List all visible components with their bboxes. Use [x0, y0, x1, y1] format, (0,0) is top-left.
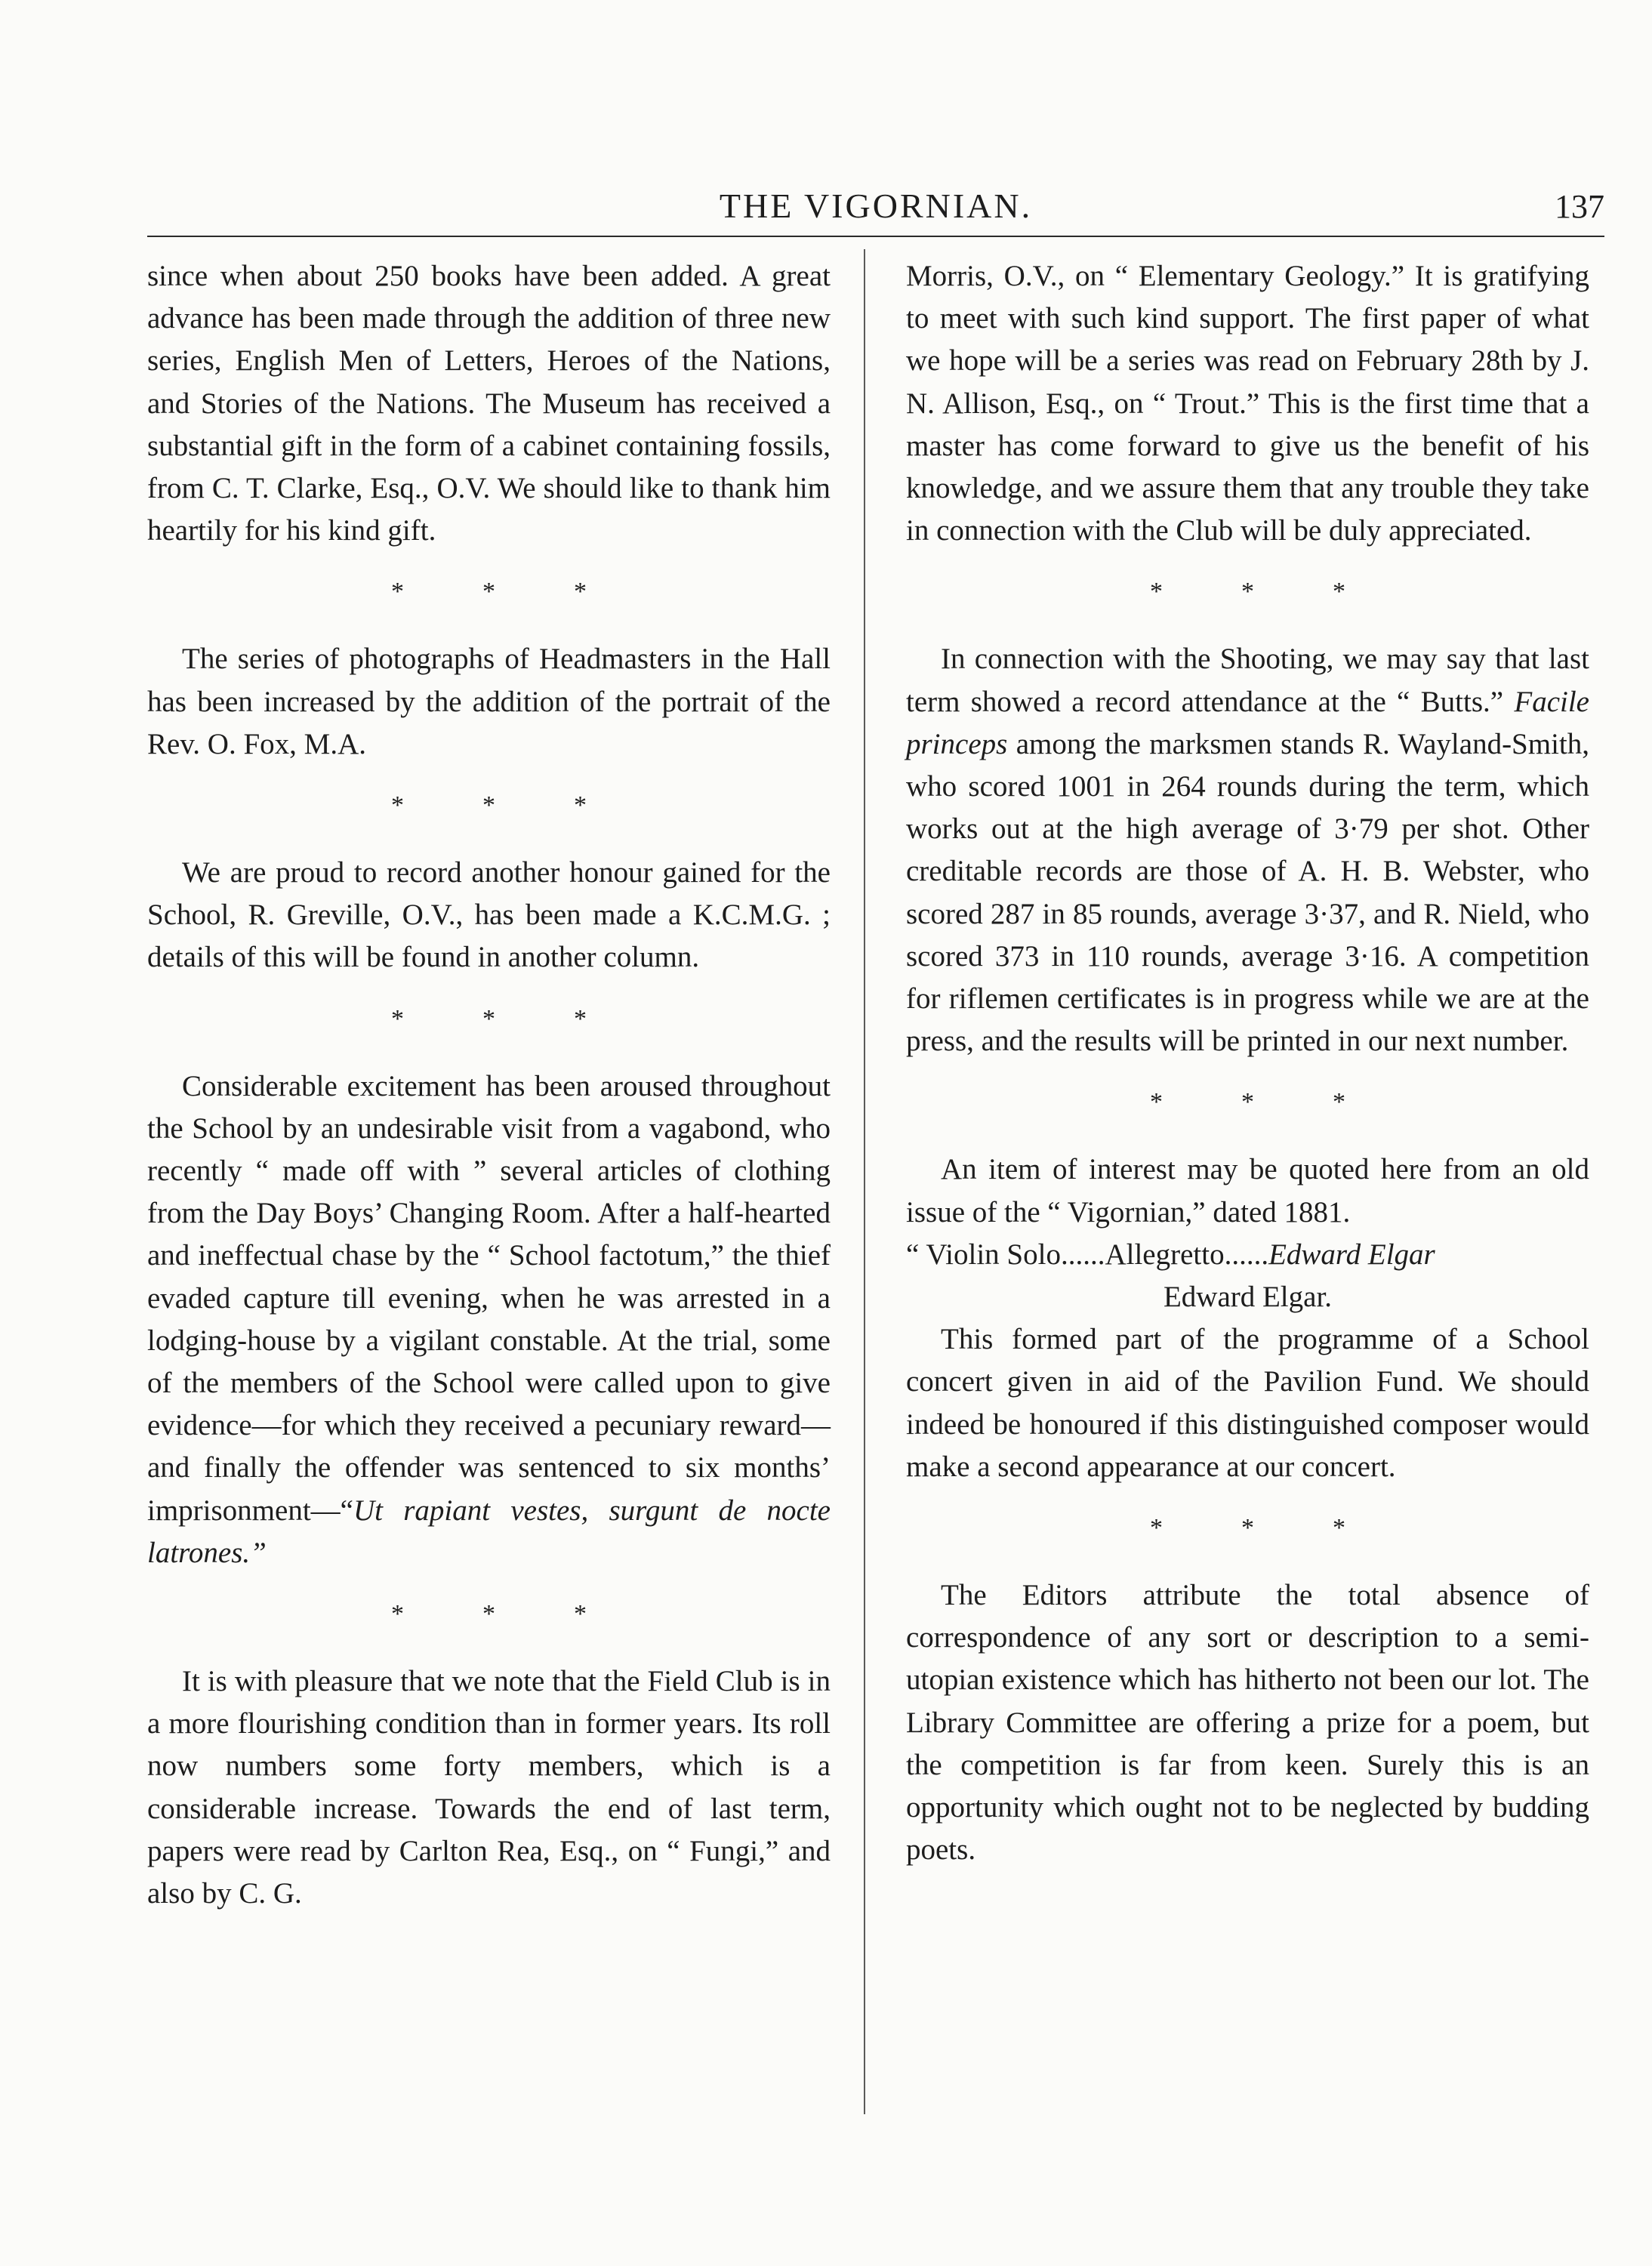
paragraph: Morris, O.V., on “ Elementary Geology.” It is gratifying to meet with such kind support. The first paper of what we hope will be a series was read on February 28th by J. N. Allison, Esq., on “ Trout.” This is the first time that a master has come forward to give us the benefit of his knowledge, and we assure them that any trouble they take in connection with the Club will be duly appreciated. [906, 260, 1589, 547]
page-number: 137 [1555, 188, 1604, 225]
paragraph: The series of photographs of Headmasters in the Hall has been increased by the addition of the portrait of the Rev. O. Fox, M.A. [147, 643, 831, 760]
programme-composer: Edward Elgar [1268, 1238, 1435, 1271]
programme-signature: Edward Elgar. [1163, 1281, 1333, 1314]
section-separator: * * * [391, 1600, 626, 1629]
section-separator: * * * [1150, 1514, 1385, 1543]
paragraph: The Editors attribute the total absence of correspondence of any sort or description to a semi-utopian existence which has hitherto not been our lot. The Library Committee are offering a prize for a poem, but the competition is far from keen. Surely this is an opportunity which ought not to be neglected by budding poets. [906, 1579, 1589, 1867]
paragraph-text: Considerable excitement has been aroused throughout the School by an undesirable visit from a vagabond, who recently “ made off with ” several articles of clothing from the Day Boys’ Changing Room. After a half-hearted and ineffectual chase by the “ School factotum,” the thief evaded capture till evening, when he was arrested in a lodging-house by a vigilant constable. At the trial, some of the members of the School were called upon to give evidence—for which they received a pecuniary reward—and finally the offender was sentenced to six months’ imprisonment—“ [147, 1069, 831, 1527]
paragraph: We are proud to record another honour gained for the School, R. Greville, O.V., has been made a K.C.M.G. ; details of this will be found in another column. [147, 856, 831, 974]
page-header [147, 186, 1604, 233]
section-separator: * * * [1150, 578, 1385, 606]
paragraph: This formed part of the programme of a School concert given in aid of the Pavilion Fund. We should indeed be honoured if this distinguished composer would make a second appearance at our concert. [906, 1323, 1589, 1483]
programme-entry [906, 1234, 1589, 1276]
left-column [147, 255, 831, 1915]
section-separator: * * * [391, 578, 626, 606]
section-separator: * * * [391, 791, 626, 820]
section-separator: * * * [1150, 1088, 1385, 1117]
right-column [906, 255, 1589, 1872]
header-rule [147, 236, 1604, 237]
paragraph-text: among the marksmen stands R. Wayland-Smith, who scored 1001 in 264 rounds during the term, which works out at the high average of 3·79 per shot. Other creditable records are those of A. H. B. Webster, who scored 287 in 85 rounds, average 3·37, and R. Nield, who scored 373 in 110 rounds, average 3·16. A competition for riflemen certificates is in progress while we are at the press, and the results will be printed in our next number. [906, 727, 1589, 1058]
section-separator: * * * [391, 1004, 626, 1033]
paragraph: An item of interest may be quoted here from an old issue of the “ Vigornian,” dated 1881. [906, 1153, 1589, 1229]
page-title: THE VIGORNIAN. [719, 187, 1033, 225]
latin-phrase: Facile princeps [906, 685, 1589, 760]
paragraph [147, 1065, 831, 1574]
paragraph-text: In connection with the Shooting, we may say that last term showed a record attendance at the “ Butts.” [906, 643, 1589, 718]
paragraph: since when about 250 books have been added. A great advance has been made through the addition of three new series, English Men of Letters, Heroes of the Nations, and Stories of the Nations. The Museum has received a substantial gift in the form of a cabinet containing fossils, from C. T. Clarke, Esq., O.V. We should like to thank him heartily for his kind gift. [147, 260, 831, 547]
paragraph: It is with pleasure that we note that the Field Club is in a more flourishing condition than in former years. Its roll now numbers some forty members, which is a considerable increase. Towards the end of last term, papers were read by Carlton Rea, Esq., on “ Fungi,” and also by C. G. [147, 1665, 831, 1910]
paragraph [906, 638, 1589, 1062]
programme-item: “ Violin Solo......Allegretto...... [906, 1238, 1269, 1271]
latin-quote: Ut rapiant vestes, surgunt de nocte latrones.” [147, 1494, 831, 1569]
column-divider [864, 249, 865, 2114]
